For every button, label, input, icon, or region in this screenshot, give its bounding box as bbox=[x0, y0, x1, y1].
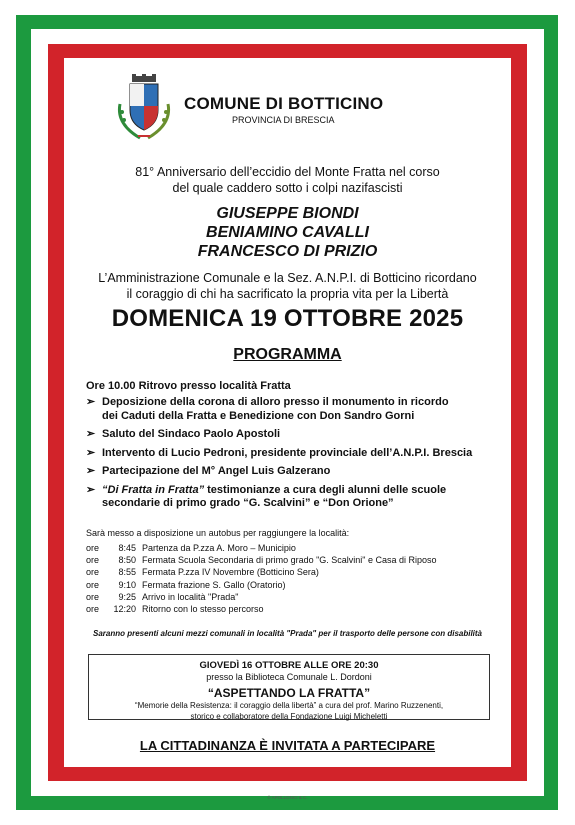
arrow-bullet-icon: ➢ bbox=[86, 483, 96, 496]
schedule-ore: ore bbox=[86, 567, 100, 578]
schedule-ore: ore bbox=[86, 555, 100, 566]
programma-heading: PROGRAMMA bbox=[233, 346, 342, 363]
schedule-row bbox=[86, 554, 496, 566]
schedule-time: 8:55 bbox=[118, 567, 136, 578]
schedule-desc: Fermata frazione S. Gallo (Oratorio) bbox=[142, 579, 286, 590]
victim-name: GIUSEPPE BIONDI bbox=[216, 205, 359, 222]
start-time: Ore 10.00 Ritrovo presso località Fratta bbox=[86, 380, 291, 392]
program-item-line: secondarie di primo grado “G. Scalvini” e “Don Orione” bbox=[102, 497, 394, 509]
arrow-bullet-icon: ➢ bbox=[86, 446, 96, 459]
schedule-ore: ore bbox=[86, 579, 100, 590]
evening-event-box bbox=[88, 654, 490, 720]
arrow-bullet-icon: ➢ bbox=[86, 428, 96, 440]
schedule-ore: ore bbox=[86, 591, 100, 602]
event-title: “ASPETTANDO LA FRATTA” bbox=[207, 686, 371, 700]
program-item-line: Partecipazione del M° Angel Luis Galzerano bbox=[102, 465, 331, 477]
victim-name: FRANCESCO DI PRIZIO bbox=[197, 243, 378, 260]
admin-line: L’Amministrazione Comunale e la Sez. A.N.P.I. di Botticino ricordano bbox=[98, 271, 477, 285]
schedule-time: 9:25 bbox=[118, 591, 136, 602]
program-list bbox=[86, 396, 496, 516]
event-date: DOMENICA 19 OTTOBRE 2025 bbox=[111, 305, 464, 332]
program-item bbox=[86, 428, 496, 442]
intro-line: 81° Anniversario dell’eccidio del Monte Fratta nel corso bbox=[135, 165, 440, 179]
program-item-line: Intervento di Lucio Pedroni, presidente provinciale dell’A.N.P.I. Brescia bbox=[102, 446, 473, 459]
program-item-text: testimonianze a cura degli alunni delle scuole bbox=[204, 483, 447, 496]
event-venue: presso la Biblioteca Comunale L. Dordoni bbox=[206, 672, 372, 682]
schedule-desc: Partenza da P.zza A. Moro – Municipio bbox=[142, 543, 296, 553]
administration-text bbox=[64, 270, 511, 302]
schedule-row bbox=[86, 603, 496, 615]
program-item bbox=[86, 447, 496, 461]
provincia-subtitle: PROVINCIA DI BRESCIA bbox=[232, 115, 335, 125]
printer-credit: © APOLLONIO & C. bbox=[267, 795, 308, 800]
program-item bbox=[86, 484, 496, 511]
program-item-line: Saluto del Sindaco Paolo Apostoli bbox=[102, 428, 281, 440]
schedule-row bbox=[86, 542, 496, 554]
program-item-line: dei Caduti della Fratta e Benedizione con Don Sandro Gorni bbox=[102, 409, 415, 422]
bus-intro: Sarà messo a disposizione un autobus per raggiungere la località: bbox=[86, 528, 350, 538]
event-description: storico e collaboratore della Fondazione Luigi Micheletti bbox=[190, 712, 388, 721]
schedule-desc: Arrivo in località "Prada" bbox=[142, 591, 239, 602]
header bbox=[110, 74, 440, 154]
event-date-time: GIOVEDÌ 16 OTTOBRE ALLE ORE 20:30 bbox=[199, 660, 379, 671]
accessibility-note: Saranno presenti alcuni mezzi comunali in località "Prada" per il trasporto delle persone con disabilità bbox=[92, 629, 483, 638]
schedule-time: 8:50 bbox=[118, 555, 136, 566]
schedule-ore: ore bbox=[86, 543, 100, 553]
schedule-time: 8:45 bbox=[118, 543, 136, 553]
program-item-line bbox=[102, 484, 496, 498]
invitation-text: LA CITTADINANZA È INVITATA A PARTECIPARE bbox=[139, 738, 436, 753]
bus-schedule bbox=[86, 542, 496, 615]
program-item-line: Deposizione della corona di alloro presso il monumento in ricordo bbox=[102, 396, 449, 408]
intro-line: del quale caddero sotto i colpi nazifascisti bbox=[172, 181, 403, 195]
program-item bbox=[86, 396, 496, 423]
schedule-desc: Ritorno con lo stesso percorso bbox=[142, 604, 264, 615]
schedule-desc: Fermata P.zza IV Novembre (Botticino Sera) bbox=[142, 567, 319, 578]
program-item bbox=[86, 465, 496, 479]
schedule-time: 9:10 bbox=[118, 579, 136, 590]
schedule-row bbox=[86, 566, 496, 578]
program-item-emphasis: “Di Fratta in Fratta” bbox=[102, 483, 205, 496]
schedule-row bbox=[86, 579, 496, 591]
schedule-time: 12:20 bbox=[113, 604, 136, 615]
event-description: “Memorie della Resistenza: il coraggio della libertà” a cura del prof. Marino Ruzzenenti, bbox=[134, 701, 444, 710]
poster-content bbox=[64, 58, 511, 767]
admin-line: il coraggio di chi ha sacrificato la propria vita per la Libertà bbox=[126, 287, 449, 301]
schedule-ore: ore bbox=[86, 604, 100, 615]
comune-title: COMUNE DI BOTTICINO bbox=[184, 94, 384, 113]
schedule-row bbox=[86, 591, 496, 603]
coat-of-arms-icon bbox=[110, 74, 178, 154]
arrow-bullet-icon: ➢ bbox=[86, 465, 96, 477]
victim-name: BENIAMINO CAVALLI bbox=[206, 224, 369, 241]
victim-names bbox=[64, 204, 511, 261]
anniversary-intro bbox=[64, 164, 511, 196]
arrow-bullet-icon: ➢ bbox=[86, 396, 96, 408]
schedule-desc: Fermata Scuola Secondaria di primo grado "G. Scalvini" e Casa di Riposo bbox=[142, 555, 437, 566]
